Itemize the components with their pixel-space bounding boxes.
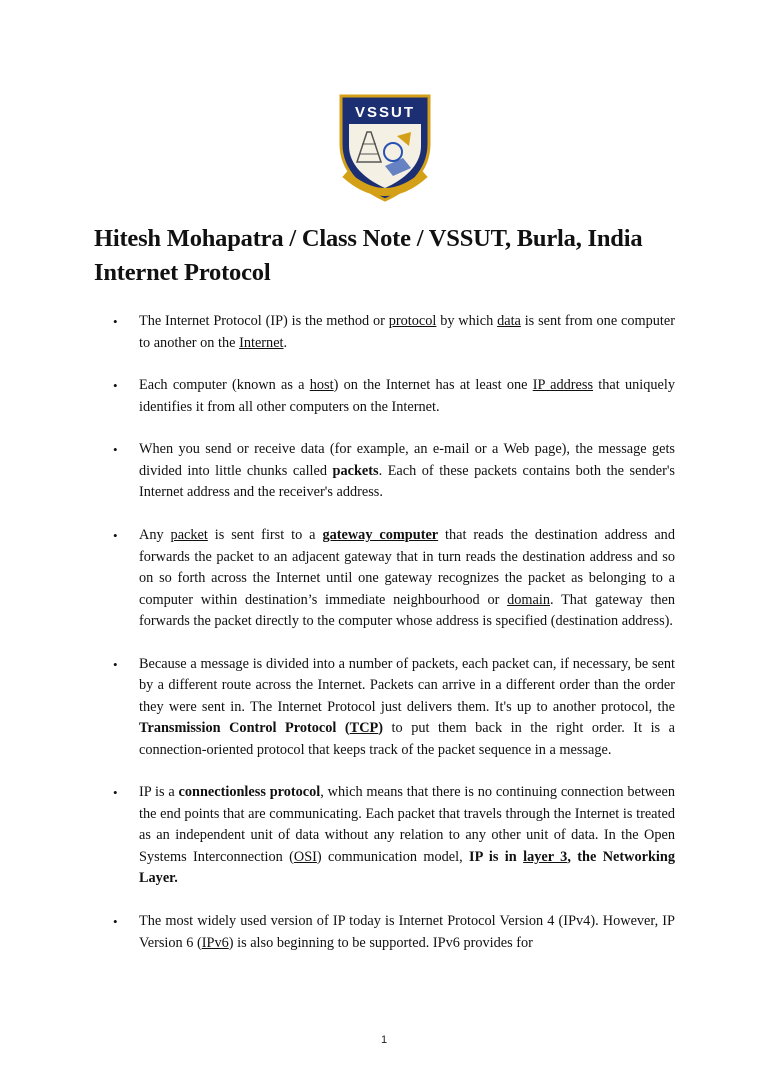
- document-heading: [94, 222, 694, 290]
- university-logo: [337, 92, 433, 204]
- link-term[interactable]: IPv6: [201, 934, 229, 951]
- svg-text:VSSUT: VSSUT: [354, 104, 416, 121]
- body-text: The Internet Protocol (IP) is the method or: [139, 313, 389, 329]
- link-term[interactable]: data: [497, 313, 521, 329]
- link-term[interactable]: gateway computer: [322, 527, 439, 544]
- bullet-item: [113, 654, 675, 762]
- body-text: .: [283, 334, 288, 351]
- bullet-item: [113, 311, 675, 354]
- body-text: ) on the Internet has at least one: [333, 377, 533, 394]
- body-text: IP is a: [139, 784, 179, 801]
- bullet-dot-icon: •: [113, 442, 118, 458]
- section-title: Internet Protocol: [94, 259, 271, 286]
- vssut-shield-emblem: [337, 92, 433, 204]
- link-term[interactable]: layer 3: [523, 848, 568, 865]
- link-term[interactable]: packet: [170, 527, 208, 544]
- link-term[interactable]: host: [309, 377, 334, 394]
- body-text: Any: [139, 527, 171, 544]
- page-number: 1: [380, 1034, 388, 1046]
- body-text: that reads the destination address and forwards the packet to an adjacent gateway that in turn reads the destination address and so on so forth across the Internet until one gateway recognizes the packet as belonging to a computer within destination’s immediate neighbourhood or: [139, 527, 675, 608]
- body-text: . Each of these packets contains both the sender's Internet address and the receiver's address.: [139, 462, 675, 501]
- bullet-item: [113, 439, 675, 504]
- bold-text: packets: [332, 462, 379, 479]
- document-title-line: Hitesh Mohapatra / Class Note / VSSUT, Burla, India: [94, 225, 643, 252]
- link-term[interactable]: IP address: [532, 377, 594, 394]
- bullet-item: [113, 911, 675, 954]
- body-text: is sent first to a: [207, 527, 323, 544]
- link-term[interactable]: TCP: [349, 720, 379, 737]
- body-text: is sent from one computer to another on the: [139, 313, 675, 351]
- bullet-dot-icon: •: [113, 528, 118, 544]
- bullet-dot-icon: •: [113, 785, 118, 801]
- bold-text: Transmission Control Protocol (: [139, 720, 350, 737]
- body-text: to put them back in the right order. It is a connection-oriented protocol that keeps track of the packet sequence in a message.: [139, 720, 675, 758]
- body-text: that uniquely identifies it from all other computers on the Internet.: [139, 377, 675, 415]
- bullet-dot-icon: •: [113, 378, 118, 394]
- body-text: ) communication model,: [316, 848, 470, 865]
- body-text: ) is also beginning to be supported. IPv6 provides for: [228, 934, 533, 951]
- bullet-item: [113, 525, 676, 633]
- bullet-list: [0, 311, 768, 975]
- body-text: . That gateway then forwards the packet directly to the computer whose address is specified (destination address).: [139, 591, 676, 630]
- body-text: When you send or receive data (for example, an e-mail or a Web page), the message gets divided into little chunks called: [139, 441, 675, 479]
- body-text: by which: [436, 313, 498, 329]
- bold-text: ): [378, 720, 384, 737]
- body-text: The most widely used version of IP today is Internet Protocol Version 4 (IPv4). However, IP Version 6 (: [139, 913, 675, 951]
- bullet-dot-icon: •: [113, 314, 118, 329]
- link-term[interactable]: Internet: [239, 334, 284, 351]
- bold-text: IP is in: [469, 848, 524, 865]
- body-text: Each computer (known as a: [139, 377, 310, 394]
- bullet-dot-icon: •: [113, 656, 118, 672]
- bullet-item: [113, 782, 675, 890]
- link-term[interactable]: OSI: [293, 848, 317, 865]
- body-text: , which means that there is no continuing connection between the end points that are communicating. Each packet that travels through the Internet is treated as an independent unit of data without any relation to any other unit of data. In the Open Systems Interconnection (: [139, 784, 675, 865]
- bold-text: , the Networking Layer.: [139, 848, 675, 887]
- bullet-item: [113, 375, 675, 418]
- bold-text: connectionless protocol: [178, 784, 321, 801]
- link-term[interactable]: protocol: [388, 313, 437, 329]
- body-text: Because a message is divided into a number of packets, each packet can, if necessary, be sent by a different route across the Internet. Packets can arrive in a different order than the order they were sent in. The Internet Protocol just delivers them. It's up to another protocol, the: [139, 655, 675, 715]
- link-term[interactable]: domain: [507, 591, 550, 608]
- bullet-dot-icon: •: [113, 914, 118, 930]
